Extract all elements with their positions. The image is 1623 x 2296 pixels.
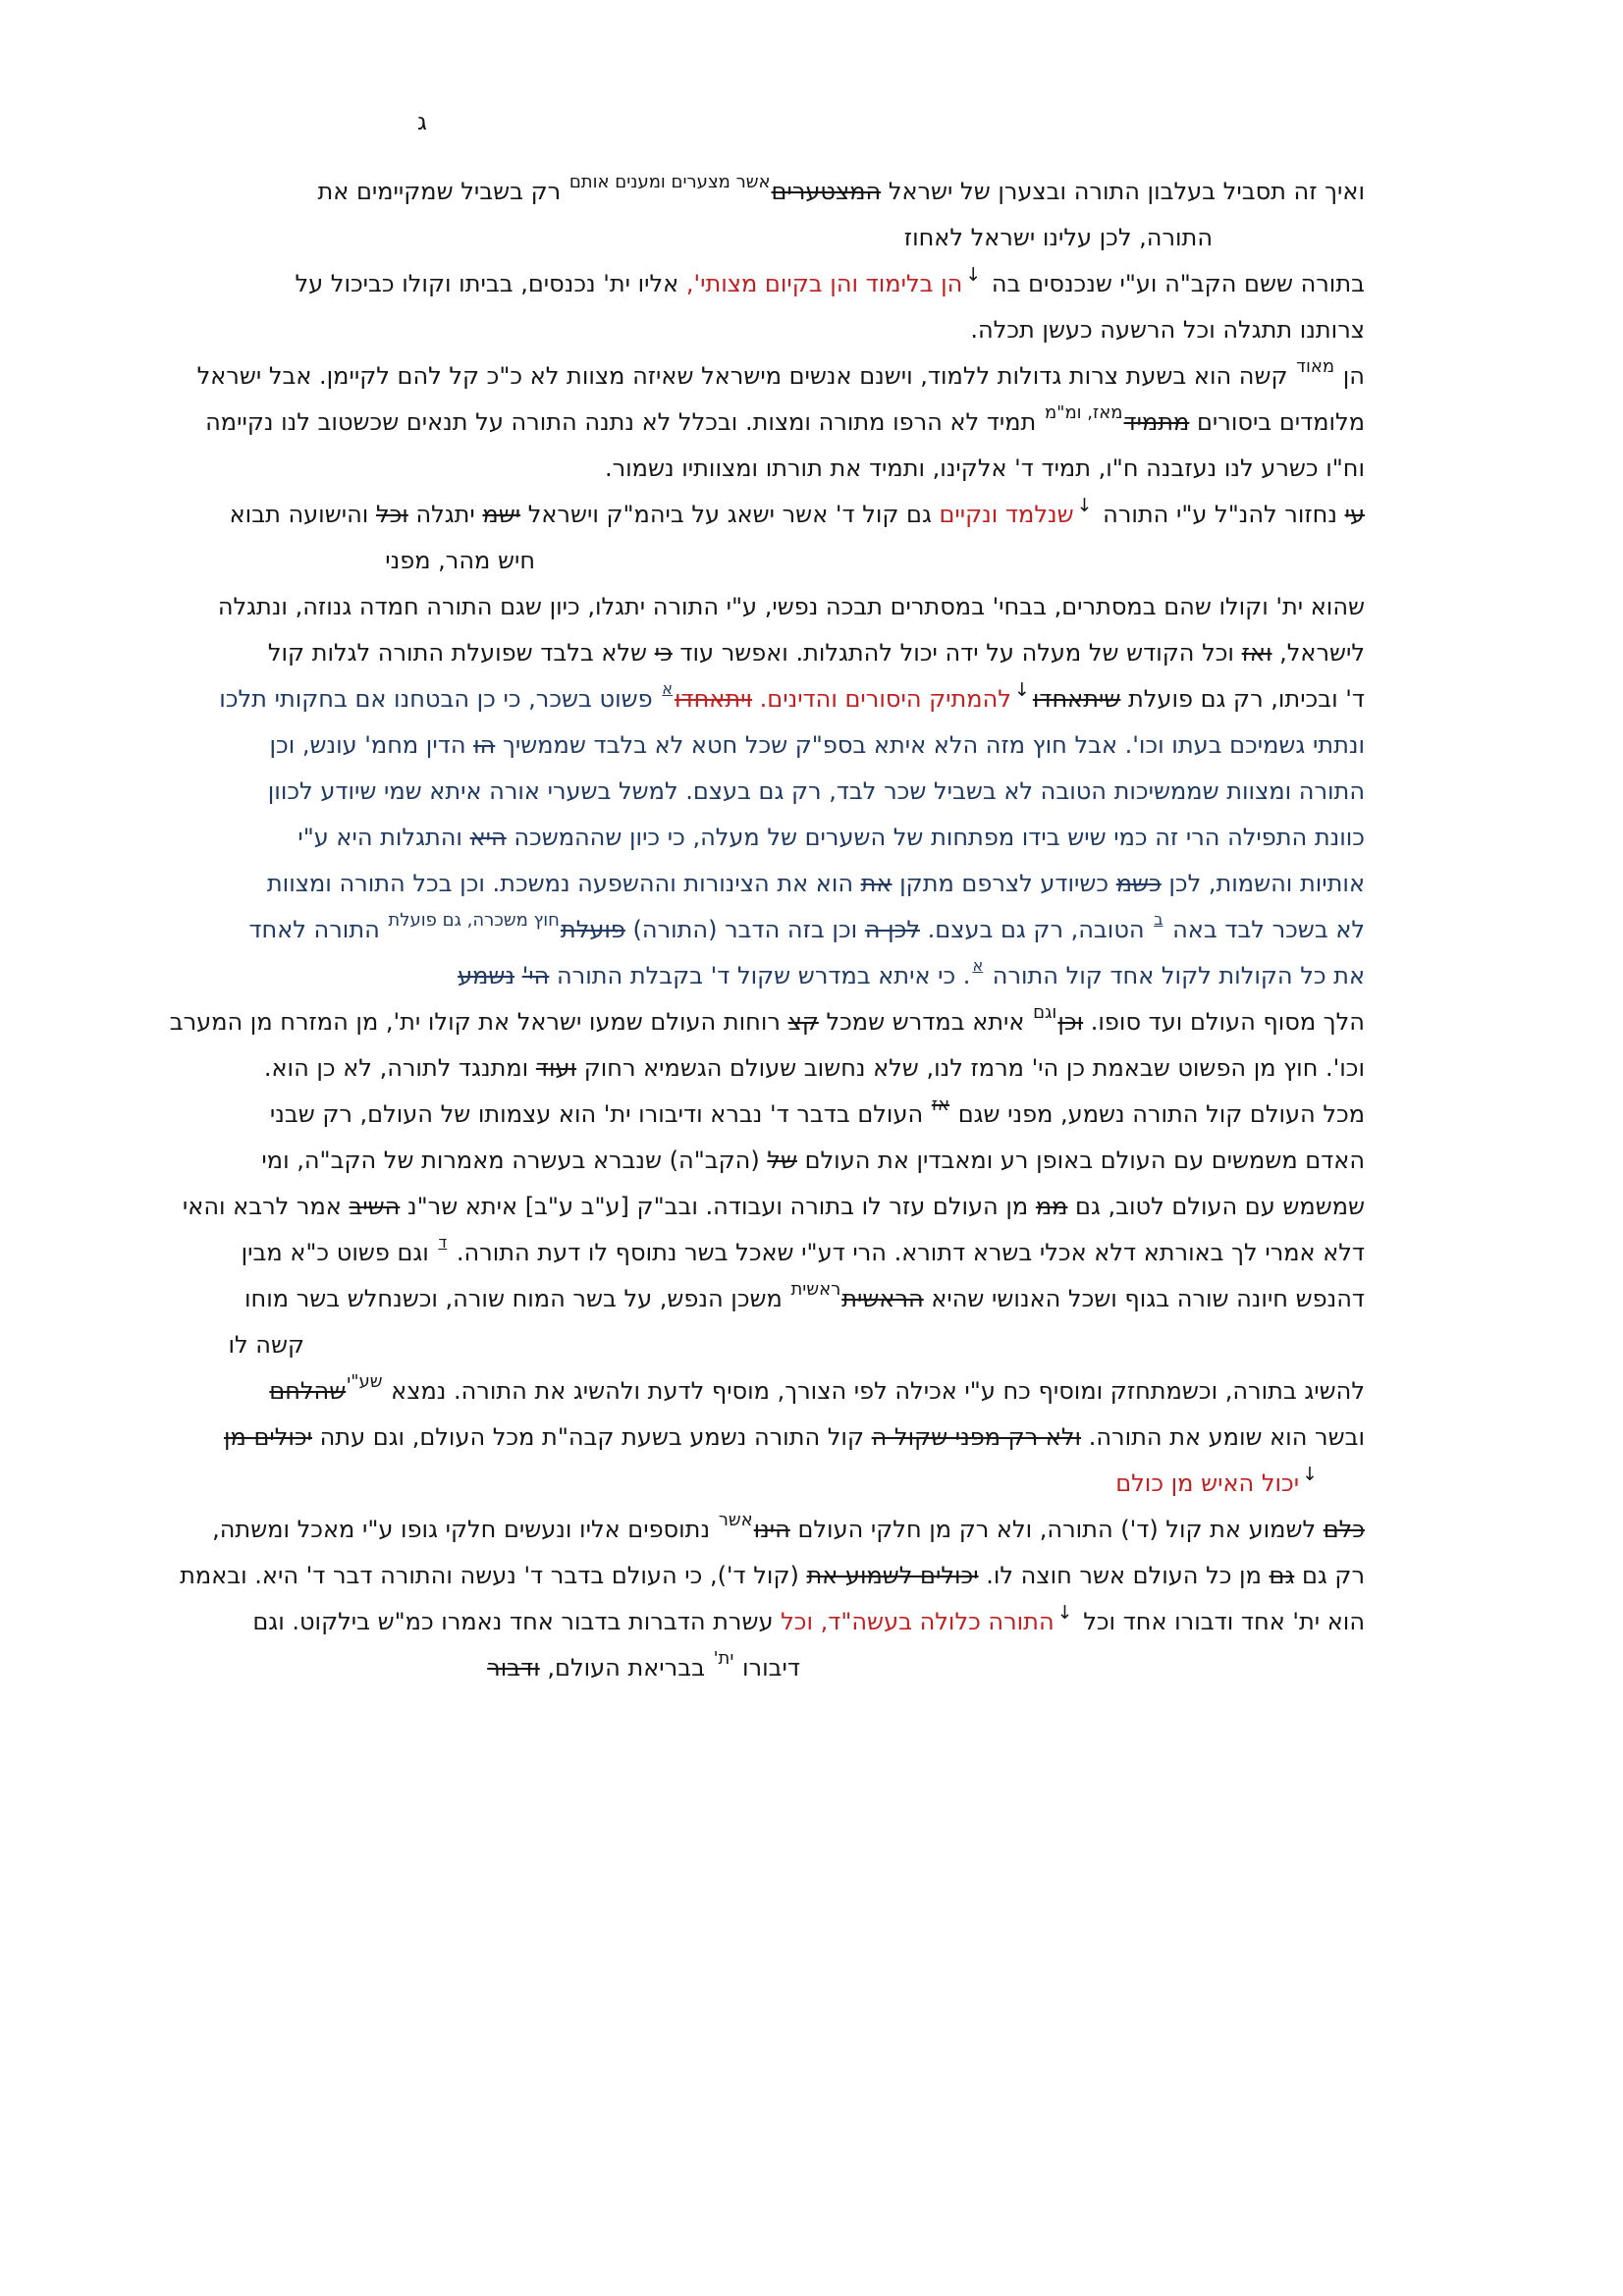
superscript-insertion: אשר [718,1510,753,1530]
text-line [228,1322,304,1368]
text-segment: הוא ית' אחד ודבורו אחד וכל [1075,1608,1365,1635]
text-segment: הדין מחמ' עונש, וכן [269,731,474,759]
text-segment: דהנפש חיונה שורה בגוף ושכל האנושי שהיא [923,1285,1365,1312]
text-line [236,1230,1365,1276]
text-line [236,1368,1365,1415]
text-line [236,307,1365,353]
text-segment: שהוא ית' וקולו שהם במסתרים, בבחי' במסתרים תבכה נפשי, ע"י התורה יתגלו, כיון שגם התורה חמדה גנוזה, ונתגלה [217,593,1365,620]
text-segment: קשה הוא בשעת צרות גדולות ללמוד, וישנם אנשים מישראל שאיזה מצוות לא כ"כ קל להם לקיימן. אבל ישראל [196,362,1296,390]
text-line [236,815,1365,861]
strikethrough-text: גם [1269,1562,1295,1589]
page-number: ג [417,108,427,135]
text-segment: נחזור להנ"ל ע"י התורה [1095,501,1345,528]
text-segment: כוונת התפילה הרי זה כמי שיש בידו מפתחות של השערים של מעלה, כי כיון שההמשכה [506,824,1365,851]
strikethrough-text: נשמע [458,962,515,989]
text-line [180,1553,1365,1599]
text-segment: רוחות העולם שמעו ישראל את קולו ית', מן המזרח מן המערב [169,1008,788,1036]
text-line [236,538,535,584]
text-line [217,584,1365,630]
insertion-arrow-icon: ↓ [1056,1602,1073,1624]
text-segment: ד' ובכיתו, רק גם פועלת [1120,685,1365,713]
strikethrough-text: ממ [1035,1193,1068,1220]
strikethrough-text: לכן ה [864,916,921,943]
text-line [236,1461,1321,1507]
superscript-insertion: שע"י [347,1371,383,1392]
text-segment: לשמוע את קול (ד') התורה, ולא רק מן חלקי העולם [789,1516,1324,1543]
strikethrough-text: וכל [375,501,408,528]
text-segment: לישראל, [1271,639,1365,667]
superscript-insertion: וגם [1033,1002,1057,1023]
superscript-insertion: חוץ משכרה, גם פועלת [388,910,560,931]
text-segment: שמשמש עם העולם לטוב, גם [1067,1193,1365,1220]
text-segment: הטובה, רק גם בעצם. [920,916,1153,943]
strikethrough-text: הו [473,731,496,759]
strikethrough-text: יכולים מן [224,1423,312,1451]
text-segment: התורה ומצוות שממשיכות הטובה לא בשביל שכר לבד, רק גם בעצם. למשל בשערי אורה איתא שמי שיודע לכוון [267,777,1365,805]
strikethrough-text: פועלת [560,916,625,943]
text-segment: אותיות והשמות, לכן [1161,870,1365,897]
text-segment: להשיג בתורה, וכשמתחזק ומוסיף כח ע"י אכילה לפי הצורך, מוסיף לדעת ולהשיג את התורה. נמצא [383,1377,1365,1405]
text-line [236,630,1365,676]
text-segment: קול התורה נשמע בשעת קבה"ת מכל העולם, וגם עתה [312,1423,872,1451]
inserted-red-text: הן בלימוד והן בקיום מצותי', [685,270,963,297]
strikethrough-text: שהלחם [269,1377,347,1405]
strikethrough-text: ואז [1241,639,1272,667]
strikethrough-text: וכן [1057,1008,1084,1036]
text-segment: משכן הנפש, על בשר המוח שורה, וכשנחלש בשר מוחו [244,1285,790,1312]
text-segment: . כי איתא במדרש שקול ד' בקבלת התורה [549,962,971,989]
text-line [229,492,1365,538]
strikethrough-text: קצ [787,1008,819,1036]
text-segment: ואיך זה תסביל בעלבון התורה ובצערן של ישראל [881,178,1365,205]
text-line [236,1276,1365,1322]
text-segment: והישועה תבוא [229,501,376,528]
text-line [236,1138,1365,1184]
text-line [236,261,1365,307]
superscript-insertion: ית' [713,1648,734,1669]
strikethrough-text: מתמיד [1123,408,1190,436]
text-line [236,1045,1365,1092]
strikethrough-text: עי [1344,501,1365,528]
text-line [236,953,1365,999]
text-segment: הוא את הצינורות וההשפעה נמשכת. וכן בכל התורה ומצוות [266,870,861,897]
text-line [236,907,1365,953]
text-segment: (קול ד'), כי העולם בדבר ד' נעשה והתורה דבר ד' היא. ובאמת [180,1562,807,1589]
text-segment: ומתנגד לתורה, לא כן הוא. [263,1054,536,1082]
text-segment: פשוט בשכר, כי כן הבטחנו אם בחקותי תלכו [219,685,661,713]
superscript-insertion: ראשית [790,1279,841,1300]
text-block [169,169,1365,1691]
strikethrough-text: השיב [349,1193,401,1220]
insertion-arrow-icon: ↓ [965,264,982,286]
strikethrough-text: ועוד [535,1054,577,1082]
strikethrough-text: היא [469,824,507,851]
text-segment: מן העולם עזר לו בתורה ועבודה. ובב"ק [ע"ב ע"ב] איתא שר"נ [400,1193,1036,1220]
text-segment: התורה לאחד [248,916,388,943]
inserted-red-text: התורה כלולה בעשה"ד, וכל [781,1608,1055,1635]
strikethrough-text: שיתאחדו [1032,685,1121,713]
text-segment: וגם פשוט כ"א מבין [241,1239,437,1266]
text-segment: וכן בזה הדבר (התורה) [624,916,865,943]
text-segment: יתגלה [407,501,483,528]
text-segment: וכו'. חוץ מן הפשוט שבאמת כן הי' מרמז לנו, שלא נחשוב שעולם הגשמיא רחוק [576,1054,1365,1082]
strikethrough-text: ולא רק מפני שקול ה [871,1423,1082,1451]
strikethrough-text: כלם [1323,1516,1365,1543]
text-line [236,861,1365,907]
text-segment: שלא בלבד שפועלת התורה לגלות קול [267,639,655,667]
strikethrough-text: הי' [521,962,550,989]
text-segment: אליו ית' נכנסים, בביתו וקולו כביכול על [295,270,686,297]
strikethrough-text: הינו [753,1516,790,1543]
text-line [236,215,1213,261]
inserted-red-text: להמתיק היסורים והדינים. [752,685,1011,713]
text-line [169,999,1365,1045]
text-line [212,1507,1365,1553]
strikethrough-text: ודבור [487,1654,540,1682]
text-segment: רק בשביל שמקיימים את [317,178,568,205]
text-segment: דיבורו [734,1654,800,1682]
insertion-arrow-icon: ↓ [1302,1464,1318,1485]
text-line [196,353,1365,400]
strikethrough-text: המצטערים [771,178,882,205]
text-segment: הלך מסוף העולם ועד סופו. [1083,1008,1365,1036]
superscript-insertion: אשר מצערים ומענים אותם [568,172,771,192]
text-line [236,169,1365,215]
text-segment: מן כל העולם אשר חוצה לו. [978,1562,1270,1589]
text-segment: והתגלות היא ע"י [298,824,470,851]
text-segment: בתורה ששם הקב"ה וע"י שנכנסים בה [984,270,1365,297]
text-line [236,722,1365,769]
reference-letter: ד [438,1233,448,1252]
insertion-arrow-icon: ↓ [1013,679,1030,701]
text-segment: צרותנו תתגלה וכל הרשעה כעשן תכלה. [970,316,1365,344]
superscript-insertion: מאז, ומ"מ [1044,402,1123,423]
text-segment: את כל הקולות לקול אחד קול התורה [985,962,1365,989]
text-segment: לא בשכר לבד באה [1164,916,1365,943]
text-line [236,446,1365,492]
text-line [236,1092,1365,1138]
text-segment: העולם בדבר ד' נברא ודיבורו ית' הוא עצמותו של העולם, רק שבני [269,1100,931,1128]
reference-letter: א [972,956,984,975]
text-segment: התורה, לכן עלינו ישראל לאחוז [903,224,1213,251]
text-segment: רק גם [1294,1562,1365,1589]
text-segment: מכל העולם קול התורה נשמע, מפני שגם [950,1100,1365,1128]
strikethrough-text: ישמ [482,501,521,528]
text-line [236,1645,800,1691]
strikethrough-text: של [767,1147,797,1174]
strikethrough-text: יכולים לשמוע את [806,1562,979,1589]
insertion-arrow-icon: ↓ [1076,495,1093,516]
text-segment: גם קול ד' אשר ישאג על ביהמ"ק וישראל [520,501,940,528]
superscript-deleted-text: אז [931,1095,950,1115]
strikethrough-text: כשמ [1115,870,1162,897]
text-segment: איתא במדרש שמכל [818,1008,1033,1036]
text-line [236,1599,1365,1645]
strikethrough-text: הראשית [841,1285,924,1312]
text-segment: ובשר הוא שומע את התורה. [1081,1423,1365,1451]
text-segment: תמיד לא הרפו מתורה ומצות. ובכלל לא נתנה התורה על תנאים שכשטוב לנו נקיימה [205,408,1044,436]
text-segment [514,962,522,989]
reference-letter: א [662,679,673,698]
text-segment: עשרת הדברות בדבור אחד נאמרו כמ"ש בילקוט. וגם [252,1608,782,1635]
text-line [224,1415,1365,1461]
text-segment: חיש מהר, מפני [385,547,535,574]
text-line [219,676,1365,722]
text-segment: מלומדים ביסורים [1189,408,1365,436]
text-segment: דלא אמרי לך באורתא דלא אכלי בשרא דתורא. הרי דע"י שאכל בשר נתוסף לו דעת התורה. [449,1239,1365,1266]
text-segment: נתוספים אליו ונעשים חלקי גופו ע"י מאכל ומשתה, [212,1516,718,1543]
text-segment: האדם משמשים עם העולם באופן רע ומאבדין את העולם [796,1147,1365,1174]
text-line [236,769,1365,815]
reference-letter: ב [1154,910,1163,929]
strikethrough-text: את [860,870,893,897]
text-segment: קשה לו [228,1331,304,1359]
strikethrough-text: כי [654,639,673,667]
superscript-insertion: מאוד [1296,356,1335,377]
text-segment: (הקב"ה) שנברא בעשרה מאמרות של הקב"ה, ומי [261,1147,768,1174]
inserted-red-text: שנלמד ונקיים [939,501,1074,528]
text-segment: הן [1335,362,1365,390]
inserted-red-text: יכול האיש מן כולם [1115,1469,1300,1497]
text-line [182,1184,1365,1230]
text-segment: כשיודע לצרפם מתקן [892,870,1116,897]
text-segment: בבריאת העולם, [539,1654,713,1682]
text-segment: וכל הקודש של מעלה על ידה יכול להתגלות. ואפשר עוד [672,639,1242,667]
text-line [205,400,1365,446]
text-segment: וח"ו כשרע לנו נעזבנה ח"ו, תמיד ד' אלקינו, ותמיד את תורתו ומצוותיו נשמור. [604,454,1365,482]
deleted-red-text: ויתאחדו [674,685,753,713]
text-segment: ונתתי גשמיכם בעתו וכו'. אבל חוץ מזה הלא איתא בספ"ק שכל חטא לא בלבד שממשיך [495,731,1365,759]
text-segment: אמר לרבא והאי [182,1193,350,1220]
